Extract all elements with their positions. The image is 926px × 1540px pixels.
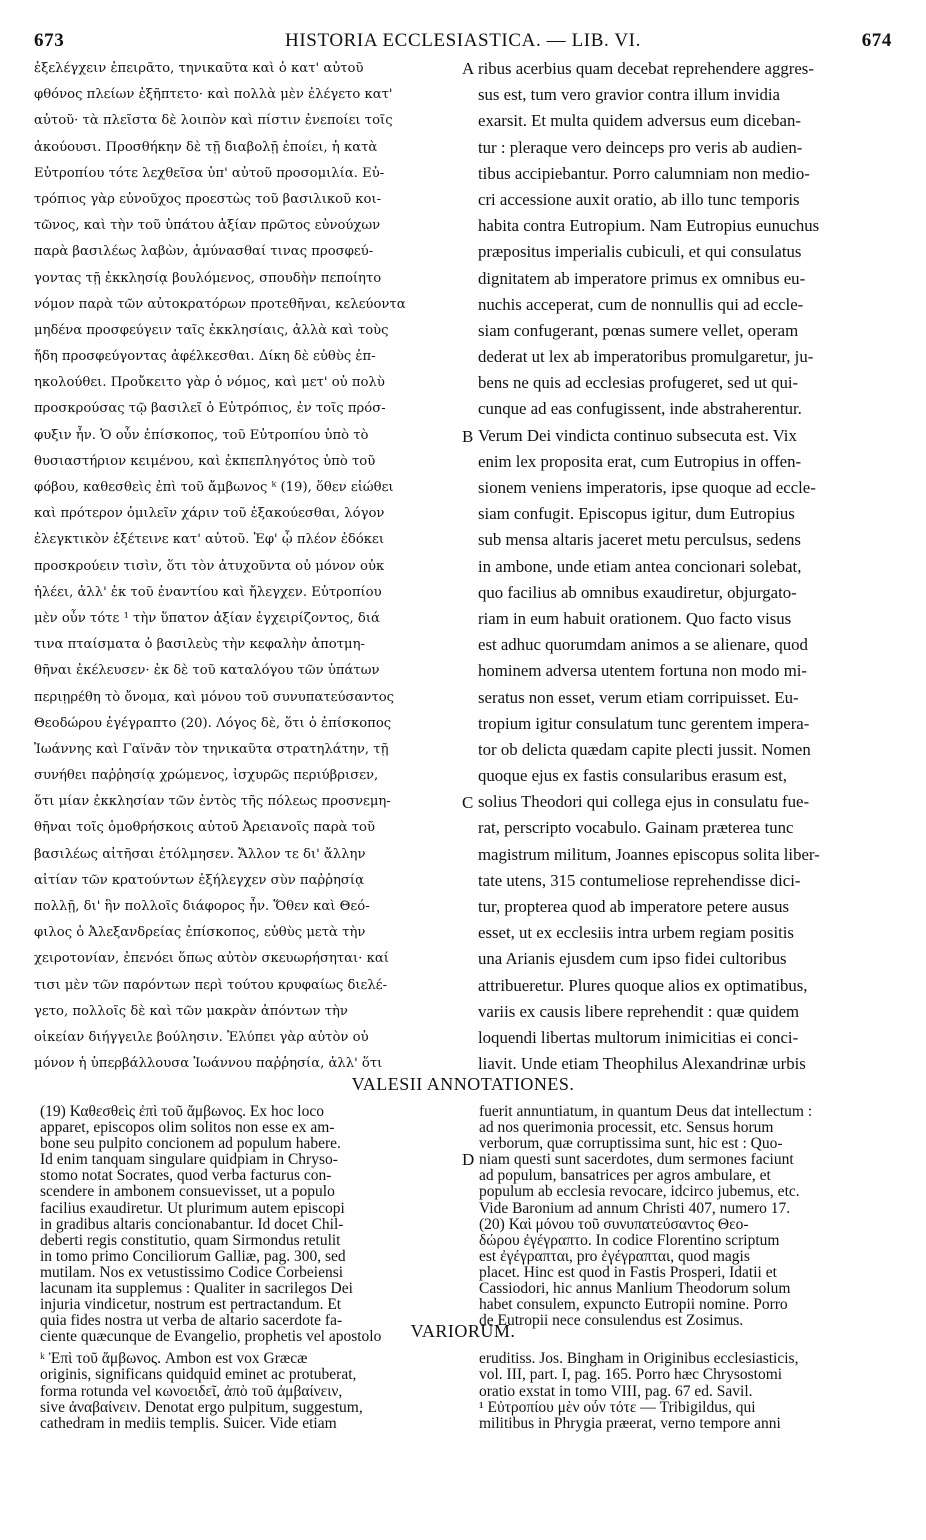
valesii-note-line: apparet, episcopos olim solitos non esse ex am- — [40, 1120, 335, 1137]
page-number-left: 673 — [34, 30, 65, 51]
latin-text-line: habita contra Eutropium. Nam Eutropius eunuchus — [478, 216, 820, 236]
greek-text-line: βασιλέως αἰτῆσαι ἐτόλμησεν. Ἄλλον τε δι' ἄλλην — [34, 846, 366, 862]
latin-text-line: variis ex causis libere reprehendit : quæ quidem — [478, 1001, 800, 1021]
valesii-note-line: injuria vindicetur, nostrum est pertractandum. Et — [40, 1297, 342, 1314]
valesii-note-line: ad populum, bansatrices per agros ambulare, et — [479, 1168, 771, 1185]
greek-text-line: τρόπιος γὰρ εὐνοῦχος προεστὼς τοῦ βασιλικοῦ κοι- — [34, 191, 382, 207]
valesii-note-line: stomo notat Socrates, quod verba facturus con- — [40, 1168, 332, 1185]
valesii-note-line: bone seu pulpito concionem ad populum habere. — [40, 1136, 341, 1153]
greek-text-line: ἠλέει, ἀλλ' ἐκ τοῦ ἐναντίου καὶ ἤλεγχεν. Εὐτροπίου — [34, 584, 382, 600]
greek-text-line: θῆναι ἐκέλευσεν· ἐκ δὲ τοῦ καταλόγου τῶν ὑπάτων — [34, 663, 380, 679]
margin-letter-c: C — [462, 793, 474, 812]
latin-text-line: cri accessione auxit oratio, ab illo tunc temporis — [478, 189, 800, 209]
valesii-note-line: Vide Baronium ad annum Christi 407, numero 17. — [479, 1200, 791, 1217]
valesii-note-line: ad nos querimonia processit, etc. Sensus horum — [479, 1120, 774, 1137]
variorum-note-line: originis, significans quidquid eminet ac protuberat, — [40, 1367, 357, 1384]
latin-text-line: siam confugit. Episcopus igitur, dum Eutropius — [478, 504, 795, 524]
valesii-note-line: (20) Καὶ μόνου τοῦ συνυπατεύσαντος Θεο- — [479, 1216, 749, 1233]
greek-text-line: ὅτι μίαν ἐκκλησίαν τῶν ἐντὸς τῆς πόλεως προσνεμη- — [34, 794, 391, 810]
valesii-note-line: de Eutropii nece consulendus est Zosimus. — [479, 1313, 744, 1330]
page-number-right: 674 — [861, 30, 892, 51]
greek-text-line: μὲν οὖν τότε ¹ τὴν ὕπατον ἀξίαν ἐγχειρίζοντος, διά — [34, 610, 380, 626]
latin-text-line: sus est, tum vero gravior contra illum invidia — [478, 85, 781, 105]
greek-text-line: φόβου, καθεσθεὶς ἐπὶ τοῦ ἄμβωνος ᵏ (19), ὅθεν εἰώθει — [34, 480, 394, 495]
valesii-note-line: verborum, quæ corruptissima sunt, hic est : Quo- — [479, 1136, 783, 1153]
greek-text-line: αἰτίαν τῶν κρατούντων ἐξήλεγχεν σὺν παῤῥησίᾳ — [34, 872, 364, 888]
running-header — [34, 30, 892, 54]
latin-text-line: tropium igitur consulatum tunc gerentem impera- — [478, 713, 810, 733]
greek-text-line: τῶνος, καὶ τὴν τοῦ ὑπάτου ἀξίαν πρῶτος εὐνούχων — [34, 218, 381, 234]
latin-text-line: dederat ut lex ab imperatoribus promulgaretur, ju- — [478, 347, 814, 367]
variorum-note-line: cathedram in mediis templis. Suicer. Vide etiam — [40, 1416, 337, 1433]
margin-letter-a: A — [462, 59, 475, 78]
greek-text-line: Εὐτροπίου τότε λεχθεῖσα ὑπ' αὐτοῦ προσομιλία. Εὐ- — [34, 165, 385, 181]
latin-text-line: attribueretur. Plures quoque alios ex optimatibus, — [478, 975, 808, 995]
greek-text-line: προσκρούσας τῷ βασιλεῖ ὁ Εὐτρόπιος, ἐν τοῖς πρόσ- — [34, 401, 386, 417]
latin-text-line: riam in eum habuit orationem. Quo facto visus — [478, 608, 792, 628]
variorum-note-line: eruditiss. Jos. Bingham in Originibus ecclesiasticis, — [479, 1351, 799, 1367]
latin-text-line: est adhuc quorumdam animos a se alienare, quod — [478, 635, 808, 655]
variorum-note-line: ¹ Εὐτροπίου μὲν οὖν τότε — Tribigildus, qui — [479, 1399, 756, 1416]
latin-text-line: tur : pleraque vero deinceps pro veris ab audien- — [478, 137, 803, 157]
variorum-title: VARIORUM. — [410, 1321, 516, 1341]
greek-text-line: καὶ πρότερον ὁμιλεῖν χάριν τοῦ ἐξακούεσθαι, λόγον — [34, 506, 385, 522]
greek-text-line: ἐλεγκτικὸν ἐξέτεινε κατ' αὐτοῦ. Ἐφ' ᾧ πλέον ἐδόκει — [34, 532, 385, 548]
latin-text-line: tur, propterea quod ab imperatore petere ausus — [478, 897, 790, 916]
greek-text-line: Θεοδώρου ἐγέγραπτο (20). Λόγος δὲ, ὅτι ὁ ἐπίσκοπος — [34, 715, 392, 731]
greek-text-column — [34, 56, 458, 1077]
valesii-notes-left — [40, 1104, 458, 1345]
margin-letter-b: B — [462, 427, 474, 446]
greek-text-line: χειροτονίαν, ἐπενόει ὅπως αὐτὸν σκευωρήσηται· καί — [34, 951, 389, 967]
latin-text-line: exarsit. Et multa quidem adversus eum diceban- — [478, 111, 801, 131]
latin-text-line: rat, perscripto vocabulo. Gainam præterea tunc — [478, 818, 794, 838]
variorum-note-line: militibus in Phrygia præerat, verno tempore anni — [479, 1416, 781, 1433]
variorum-note-line: ᵏ Ἐπὶ τοῦ ἄμβωνος. Ambon est vox Græcæ — [40, 1351, 308, 1367]
greek-text-line: συνήθει παῤῥησίᾳ χρώμενος, ἰσχυρῶς περιύβρισεν, — [34, 768, 379, 784]
greek-text-line: ἤδη προσφεύγοντας ἀφέλκεσθαι. Δίκη δὲ εὐθὺς ἐπ- — [34, 349, 376, 365]
greek-text-line: θῆναι τοῖς ὁμοθρήσκοις αὐτοῦ Ἀρειανοῖς παρὰ τοῦ — [34, 820, 376, 836]
greek-text-line: ἐξελέγχειν ἐπειρᾶτο, τηνικαῦτα καὶ ὁ κατ' αὐτοῦ — [34, 61, 364, 76]
valesii-note-line: scendere in ambonem consuevisset, ut a populo — [40, 1184, 335, 1201]
valesii-note-line: in tomo primo Conciliorum Galliæ, pag. 300, sed — [40, 1248, 346, 1265]
valesii-annotations-title: VALESII ANNOTATIONES. — [351, 1074, 575, 1094]
latin-text-line: nuchis acceperat, cum de nonnullis qui ad eccle- — [478, 294, 804, 314]
greek-text-line: τινα πταίσματα ὁ βασιλεὺς τὴν κεφαλὴν ἀποτμη- — [34, 637, 365, 653]
greek-text-line: προσκρούειν τισὶν, ὅτι τὸν ἀτυχοῦντα οὐ μόνον οὐκ — [34, 558, 385, 574]
greek-text-line: φιλος ὁ Ἀλεξανδρείας ἐπίσκοπος, εὐθὺς μετὰ τὴν — [34, 925, 366, 941]
greek-text-line: φυξιν ἦν. Ὁ οὖν ἐπίσκοπος, τοῦ Εὐτροπίου ὑπὸ τὸ — [34, 427, 369, 443]
greek-text-line: αὐτοῦ· τὰ πλεῖστα δὲ λοιπὸν καὶ πίστιν ἐνεποίει τοῖς — [34, 113, 393, 129]
latin-text-line: hominem adversa utentem fortuna non modo mi- — [478, 661, 808, 681]
variorum-note-line: oratio exstat in tomo VIII, pag. 67 ed. Savil. — [479, 1383, 753, 1400]
variorum-notes-left — [40, 1351, 458, 1432]
latin-text-line: magistrum militum, Joannes episcopus solita liber- — [478, 844, 820, 864]
valesii-note-line: (19) Καθεσθεὶς ἐπὶ τοῦ ἄμβωνος. Ex hoc loco — [40, 1104, 324, 1120]
greek-text-line: πολλῇ, δι' ἣν πολλοῖς διάφορος ἦν. Ὅθεν καὶ Θεό- — [34, 899, 370, 914]
greek-text-line: γετο, πολλοῖς δὲ καὶ τῶν μακρὰν ἀπόντων τὴν — [34, 1003, 348, 1019]
valesii-note-line: δώρου ἐγέγραπτο. In codice Florentino scriptum — [479, 1232, 780, 1249]
greek-text-line: Ἰωάννης καὶ Γαϊνᾶν τὸν τηνικαῦτα στρατηλάτην, τῇ — [34, 741, 389, 757]
valesii-note-line: habet consulem, expuncto Eutropii nomine. Porro — [479, 1297, 788, 1314]
valesii-note-line: deberti regis constitutio, quam Sirmondus retulit — [40, 1232, 341, 1249]
greek-text-line: ηκολούθει. Προὔκειτο γὰρ ὁ νόμος, καὶ μετ' οὐ πολὺ — [34, 375, 385, 391]
valesii-note-line: populum ab ecclesia revocare, idcirco jubemus, etc. — [479, 1184, 800, 1201]
valesii-note-line: lacunam ita supplemus : Qualiter in sacrilegos Dei — [40, 1281, 353, 1298]
latin-text-line: solius Theodori qui collega ejus in consulatu fue- — [478, 792, 810, 812]
latin-text-line: bens ne quis ad ecclesias profugeret, sed ut qui- — [478, 373, 799, 393]
valesii-notes-right — [479, 1104, 892, 1329]
greek-text-line: οἰκείαν διήγγειλε βούλησιν. Ἐλύπει γὰρ αὐτὸν οὐ — [34, 1029, 369, 1045]
latin-text-line: una Arianis ejusdem cum ipso fidei cultoribus — [478, 949, 787, 969]
valesii-note-line: Cassiodori, hic annus Manlium Theodorum solum — [479, 1281, 791, 1298]
greek-text-line: μόνον ἡ ὑπερβάλλουσα Ἰωάννου παῤῥησία, ἀλλ' ὅτι — [34, 1056, 383, 1072]
greek-text-line: ἀκούουσι. Προσθήκην δὲ τῇ διαβολῇ ἐποίει, ἡ κατὰ — [34, 139, 378, 155]
latin-text-line: in ambone, unde etiam antea concionari solebat, — [478, 556, 802, 576]
latin-text-line: sub mensa altaris jaceret metu perculsus, sedens — [478, 530, 801, 550]
greek-text-line: τισι μὲν τῶν παρόντων περὶ τούτου κρυφαίως διελέ- — [34, 977, 388, 993]
valesii-note-line: facilius exaudiretur. Ut plurimum autem episcopi — [40, 1200, 345, 1217]
variorum-note-line: forma rotunda vel κωνοειδεῖ, ἀπὸ τοῦ ἀμβαίνειν, — [40, 1383, 343, 1400]
latin-text-line: loquendi libertas multorum inimicitias ei conci- — [478, 1027, 799, 1047]
margin-letter-d: D — [462, 1150, 475, 1169]
greek-text-line: νόμον παρὰ τῶν αὐτοκρατόρων προτεθῆναι, κελεύοντα — [34, 296, 406, 312]
valesii-note-line: in gradibus altaris concionabantur. Id docet Chil- — [40, 1216, 344, 1233]
latin-text-line: præpositus imperialis cubiculi, et qui consulatus — [478, 242, 802, 262]
latin-text-line: dignitatem ab imperatore primus ex omnibus eu- — [478, 268, 806, 288]
valesii-note-line: Id enim tanquam singulare quidpiam in Chryso- — [40, 1152, 338, 1169]
valesii-note-line: quia fides nostra ut verba de altario sacerdote fa- — [40, 1313, 343, 1330]
latin-text-line: enim lex proposita erat, cum Eutropius in offen- — [478, 451, 802, 471]
latin-text-line: tate utens, 315 contumeliose reprehendisse dici- — [478, 870, 801, 890]
latin-text-line: ribus acerbius quam decebat reprehendere aggres- — [478, 59, 814, 78]
valesii-note-line: est ἐγέγραπται, pro ἐγέγραπται, quod magis — [479, 1248, 750, 1265]
latin-text-line: liavit. Unde etiam Theophilus Alexandrinæ urbis — [478, 1054, 806, 1074]
latin-text-column — [478, 56, 892, 1077]
greek-text-line: φθόνος πλείων ἐξῆπτετο· καὶ πολλὰ μὲν ἐλέγετο κατ' — [34, 87, 393, 103]
latin-text-line: seratus non esset, verum etiam corripuisset. Eu- — [478, 687, 799, 707]
greek-text-line: παρὰ βασιλέως λαβὼν, ἀμύνασθαί τινας προσφεύ- — [34, 244, 374, 260]
valesii-note-line: ciente quæcunque de Evangelio, prophetis vel apostolo — [40, 1329, 382, 1346]
latin-text-line: quo facilius ab omnibus exaudiretur, objurgato- — [478, 582, 797, 602]
valesii-note-line: placet. Hinc est quod in Fastis Prosperi, Idatii et — [479, 1264, 777, 1281]
valesii-note-line: fuerit annuntiatum, in quantum Deus dat intellectum : — [479, 1104, 813, 1120]
greek-text-line: μηδένα προσφεύγειν ταῖς ἐκκλησίαις, ἀλλὰ καὶ τοὺς — [34, 322, 389, 338]
valesii-note-line: mutilam. Nos ex vetustissimo Codice Corbeiensi — [40, 1264, 344, 1281]
variorum-note-line: vol. III, part. I, pag. 165. Porro hæc Chrysostomi — [479, 1367, 783, 1384]
latin-text-line: tor ob delicta quædam capite plecti jussit. Nomen — [478, 739, 811, 759]
latin-text-line: esset, ut ex ecclesiis intra urbem regiam positis — [478, 923, 794, 943]
latin-text-line: cunque ad eas confugissent, inde abstraherentur. — [478, 399, 802, 419]
valesii-note-line: niam questi sunt sacerdotes, dum sermones faciunt — [479, 1152, 794, 1169]
running-title: HISTORIA ECCLESIASTICA. — LIB. VI. — [285, 30, 641, 51]
latin-text-line: quoque ejus ex fastis consularibus erasum est, — [478, 766, 787, 786]
latin-text-line: tibus accipiebantur. Porro calumniam non medio- — [478, 163, 810, 183]
latin-text-line: sionem veniens imperatoris, ipse quoque ad eccle- — [478, 478, 816, 497]
greek-text-line: θυσιαστήριον κειμένου, καὶ ἐκπεπληγότος ὑπὸ τοῦ — [34, 453, 376, 469]
greek-text-line: γοντας τῇ ἐκκλησίᾳ βουλόμενος, σπουδὴν πεποίητο — [34, 270, 382, 286]
latin-text-line: Verum Dei vindicta continuo subsecuta est. Vix — [478, 425, 797, 445]
greek-text-line: περιῃρέθη τὸ ὄνομα, καὶ μόνου τοῦ συνυπατεύσαντος — [34, 689, 395, 705]
variorum-notes-right — [479, 1351, 892, 1432]
latin-text-line: siam confugerant, pœnas sumere vellet, operam — [478, 320, 799, 340]
variorum-note-line: sive ἀναβαίνειν. Denotat ergo pulpitum, suggestum, — [40, 1399, 363, 1416]
